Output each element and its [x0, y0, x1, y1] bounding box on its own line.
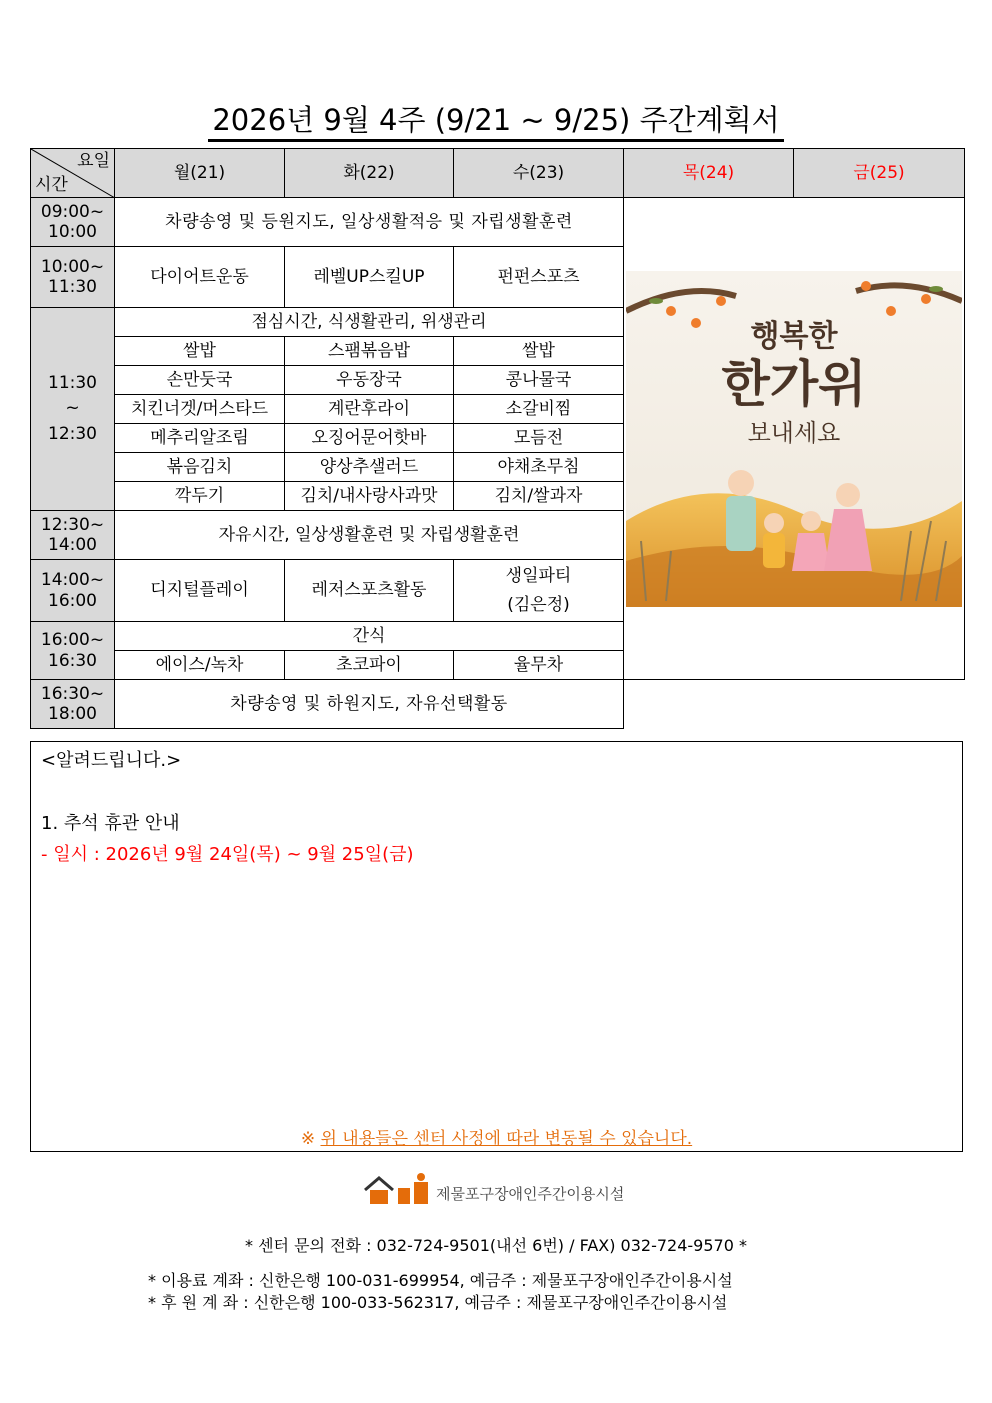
lunch-mon-5: 볶음김치 — [115, 453, 285, 482]
notice-date-value: 2026년 9월 24일(목) ~ 9월 25일(금) — [105, 844, 414, 865]
lunch-tue-6: 김치/내사랑사과맛 — [285, 482, 454, 511]
page-title — [0, 98, 992, 139]
lunch-tue-1: 스팸볶음밥 — [285, 337, 454, 366]
notice-title: <알려드립니다.> — [41, 750, 182, 771]
time-0900-text: 09:00~ 10:00 — [40, 201, 105, 242]
activity-tue-1400: 레저스포츠활동 — [285, 560, 454, 622]
activity-arrival: 차량송영 및 등원지도, 일상생활적응 및 자립생활훈련 — [115, 198, 624, 247]
lunch-wed-6: 김치/쌀과자 — [454, 482, 624, 511]
notice-box — [30, 741, 963, 1152]
image-text-2: 한가위 — [721, 353, 867, 413]
time-1130-text: 11:30 ~ 12:30 — [48, 372, 97, 444]
lunch-wed-5: 야채초무침 — [454, 453, 624, 482]
notice-date — [41, 840, 414, 866]
contact-info: * 센터 문의 전화 : 032-724-9501(내선 6번) / FAX) 032-724-9570 * — [245, 1236, 747, 1255]
time-1230-text: 12:30~ 14:00 — [40, 514, 105, 555]
lunch-mon-1: 쌀밥 — [115, 337, 285, 366]
lunch-wed-2: 콩나물국 — [454, 366, 624, 395]
day-header-fri: 금(25) — [794, 149, 965, 198]
lunch-wed-4: 모듬전 — [454, 424, 624, 453]
time-1630-text: 16:30~ 18:00 — [40, 683, 105, 724]
image-text-3: 보내세요 — [747, 418, 841, 447]
time-1000-text: 10:00~ 11:30 — [40, 256, 105, 297]
lunch-tue-5: 양상추샐러드 — [285, 453, 454, 482]
lunch-mon-3: 치킨너겟/머스타드 — [115, 395, 285, 424]
holiday-image-cell — [624, 198, 965, 680]
notice-footer — [31, 1124, 962, 1149]
weekly-schedule-table — [30, 148, 965, 729]
lunch-tue-3: 계란후라이 — [285, 395, 454, 424]
notice-footer-mark: ※ — [300, 1129, 321, 1149]
activity-wed-1000: 펀펀스포츠 — [454, 247, 624, 308]
activity-free-time: 자유시간, 일상생활훈련 및 자립생활훈련 — [115, 511, 624, 560]
corner-time-label: 시간 — [35, 174, 68, 195]
time-1000 — [31, 247, 115, 308]
notice-item: 1. 추석 휴관 안내 — [41, 813, 180, 834]
activity-wed-1400 — [454, 560, 624, 622]
time-1130 — [31, 308, 115, 511]
lunch-mon-6: 깍두기 — [115, 482, 285, 511]
day-header-thu: 목(24) — [624, 149, 794, 198]
day-header-mon: 월(21) — [115, 149, 285, 198]
notice-date-prefix: - 일시 : — [41, 844, 106, 865]
time-1600 — [31, 622, 115, 680]
organization-logo-icon — [362, 1172, 432, 1206]
snack-mon: 에이스/녹차 — [115, 651, 285, 680]
corner-day-label: 요일 — [77, 151, 110, 171]
time-1630 — [31, 680, 115, 729]
account-fee: * 이용료 계좌 : 신한은행 100-031-699954, 예금주 : 제물포구장애인주간이용시설 — [148, 1271, 733, 1290]
organization-name: 제물포구장애인주간이용시설 — [436, 1185, 625, 1203]
lunch-mon-2: 손만둣국 — [115, 366, 285, 395]
activity-mon-1000: 다이어트운동 — [115, 247, 285, 308]
time-1600-text: 16:00~ 16:30 — [40, 630, 105, 671]
day-header-tue: 화(22) — [285, 149, 454, 198]
account-donation: * 후 원 계 좌 : 신한은행 100-033-562317, 예금주 : 제물포구장애인주간이용시설 — [148, 1293, 728, 1312]
time-0900 — [31, 198, 115, 247]
lunch-mon-4: 메추리알조림 — [115, 424, 285, 453]
lunch-tue-4: 오징어문어핫바 — [285, 424, 454, 453]
day-header-wed: 수(23) — [454, 149, 624, 198]
activity-tue-1000: 레벨UP스킬UP — [285, 247, 454, 308]
time-1400-text: 14:00~ 16:00 — [40, 570, 105, 611]
snack-tue: 초코파이 — [285, 651, 454, 680]
page-title-text: 2026년 9월 4주 (9/21 ~ 9/25) 주간계획서 — [208, 103, 783, 142]
activity-departure: 차량송영 및 하원지도, 자유선택활동 — [115, 680, 624, 729]
corner-cell — [31, 149, 115, 198]
activity-mon-1400: 디지털플레이 — [115, 560, 285, 622]
notice-footer-text: 위 내용들은 센터 사정에 따라 변동될 수 있습니다. — [320, 1129, 693, 1149]
chuseok-illustration — [626, 271, 962, 607]
lunch-tue-2: 우동장국 — [285, 366, 454, 395]
snack-wed: 율무차 — [454, 651, 624, 680]
time-1400 — [31, 560, 115, 622]
lunch-header: 점심시간, 식생활관리, 위생관리 — [115, 308, 624, 337]
lunch-wed-1: 쌀밥 — [454, 337, 624, 366]
image-text-1: 행복한 — [750, 318, 838, 354]
lunch-wed-3: 소갈비찜 — [454, 395, 624, 424]
snack-header: 간식 — [115, 622, 624, 651]
time-1230 — [31, 511, 115, 560]
activity-wed-1400-text: 생일파티 (김은정) — [505, 565, 572, 615]
